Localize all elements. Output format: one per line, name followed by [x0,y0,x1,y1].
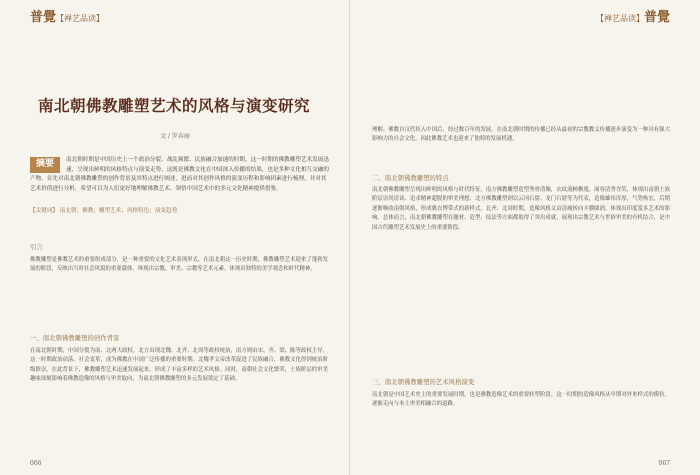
abstract-text: 南北朝时期是中国历史上一个政治分裂、战乱频繁、民族融合加速的时期。这一时期的佛教雕塑艺术发展迅速，呈现出鲜明的风格特点与演变走势。这既是佛教文化在中国深入传播的结果，也是多种文化相互交融的产物。首先对南北朝佛教雕塑的创作背景及其特点进行阐述，进而对其创作风格的演变历程和影响因素进行梳理，并对其艺术价值进行分析，希望可以为人们更好地理解佛教艺术、领悟中国艺术中的多元文化精神提供借鉴。 [30,157,329,192]
author-line: 文 / 罗春丽 [160,133,190,140]
intro-heading: 引言 [30,243,43,251]
left-logo-sub: 【禅艺品读】 [56,14,105,23]
section3-heading: 三、南北朝佛教雕塑的艺术风格演变 [372,378,475,386]
abstract [30,156,330,194]
right-logo-sub: 【禅艺品读】 [595,14,644,23]
page-number-left: 066 [30,460,42,467]
page-number-right: 067 [658,460,670,467]
right-top-paragraph: 理解。佛教自汉代传入中国后，经过数百年的发展，在南北朝时期的传播已经从最初的宗教教义传播逐步演变为一种具有强大影响力的社会文化，因此佛教艺术也迎来了独特的发展机遇。 [372,127,670,143]
section2-heading: 二、南北朝佛教雕塑的特点 [372,174,449,182]
section3-paragraph: 南北朝是中国艺术史上的重要发展时期，也是佛教造像艺术的重要转型阶段。这一时期的造像风格从早期对外来样式的模仿，逐渐走向与本土审美相融合的道路。 [372,392,670,408]
section1-paragraph: 在南北朝时期，中国分裂为南、北两大政权。北方出现北魏、北齐、北周等政权统治，南方则由宋、齐、梁、陈等政权主导。这一时期政治动荡、社会变革，成为佛教在中国广泛传播的重要时期。北魏孝文帝改革促进了民族融合，佛教文化得到统治阶级推崇，在此背景下，佛教雕塑艺术迅速发展起来，形成了丰富多样的艺术风格。同时，南朝社会文化繁荣，士族阶层的审美趣味深刻影响着佛教造像的风格与审美取向，为南北朝佛教雕塑的多元发展奠定了基础。 [30,348,328,383]
section2-paragraph: 南北朝佛教雕塑呈现出鲜明的风格与时代特征。南方佛教雕塑造型秀骨清像，衣纹流畅飘逸，面容清秀含笑，体现出南朝士族阶层崇尚清谈、追求精神超脱的审美理想；北方佛教雕塑则以云冈石窟、龙门石窟等为代表，造像雄伟浑厚，气势恢宏，后期逐渐吸收南朝风格，形成褒衣博带式的新样式。北齐、北周时期，造像风格又由清瘦转向丰腴圆润，体现出印度笈多艺术的影响。总体而言，南北朝佛教雕塑在题材、造型、技法等方面都取得了突出成就，展现出宗教艺术与世俗审美的有机结合，是中国古代雕塑艺术发展史上的重要阶段。 [372,187,670,231]
abstract-tag: 摘要 [30,157,60,173]
right-page [350,0,700,475]
section1-heading: 一、南北朝佛教雕塑的创作背景 [30,334,120,342]
left-logo-mark: 普覺 [30,10,57,25]
keywords: 【关键词】 南北朝；佛教；雕塑艺术；风格特色；演变趋势 [30,208,178,214]
right-logo [596,6,670,25]
left-logo [30,6,104,25]
right-logo-mark: 普覺 [643,10,670,25]
intro-paragraph: 佛教雕塑是佛教艺术的重要组成部分，是一种重要的文化艺术表现形式。在南北朝这一历史时期，佛教雕塑艺术迎来了蓬勃发展的阶段，反映出当时社会风貌的重要载体，体现出宗教、审美、宗教等艺术元素，体现出独特的美学观念和时代精神。 [30,257,328,273]
article-title: 南北朝佛教雕塑艺术的风格与演变研究 [38,96,311,115]
